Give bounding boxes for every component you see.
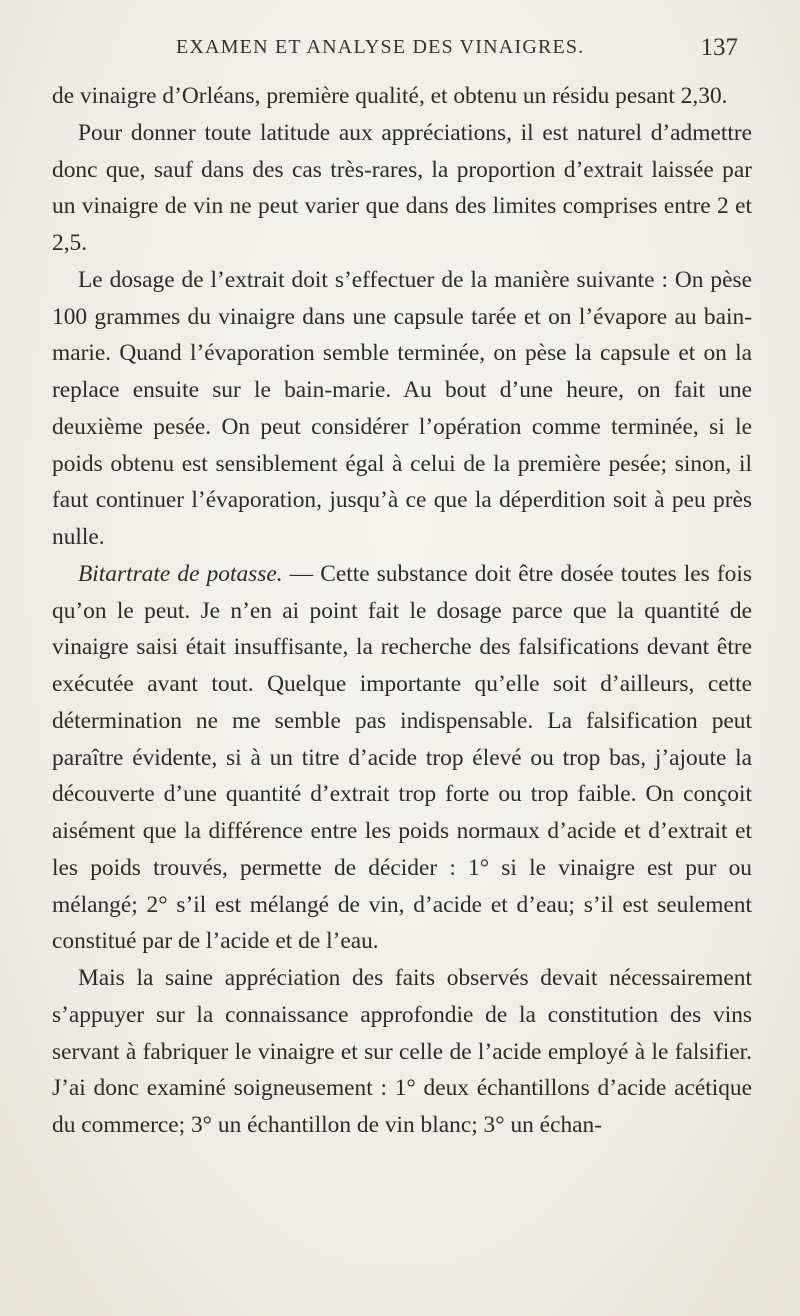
section-lead-italic: Bitartrate de potasse. [78,560,283,587]
paragraph-text: Mais la saine appréciation des faits observés devait nécessairement s’appuyer sur la connaissance approfondie de la constitution des vins servant à fabriquer le vinaigre et sur celle de l’acide employé à le falsifier. J’ai donc examiné soigneusement : 1° deux échantillons d’acide acétique du commerce; 3° un échantillon de vin blanc; 3° un échan- [52,965,752,1138]
paragraph-extract-proportion [52,115,752,262]
paragraph-text: Le dosage de l’extrait doit s’effectuer de la manière suivante : On pèse 100 grammes du vinaigre dans une capsule tarée et on l’évapore au bain-marie. Quand l’évaporation semble terminée, on pèse la capsule et on la replace ensuite sur le bain-marie. Au bout d’une heure, on fait une deuxième pesée. On peut considérer l’opération comme terminée, si le poids obtenu est sensiblement égal à celui de la première pesée; sinon, il faut continuer l’évaporation, jusqu’à ce que la déperdition soit à peu près nulle. [52,266,752,550]
paragraph-text: Pour donner toute latitude aux appréciations, il est naturel d’admettre donc que, sauf dans des cas très-rares, la proportion d’extrait laissée par un vinaigre de vin ne peut varier que dans des limites comprises entre 2 et 2,5. [52,119,752,256]
running-title: EXAMEN ET ANALYSE DES VINAIGRES. [176,36,585,58]
body-text [52,78,752,1144]
paragraph-text: — Cette substance doit être dosée toutes les fois qu’on le peut. Je n’en ai point fait le dosage parce que la quantité de vinaigre saisi était insuffisante, la recherche des falsifications devant être exécutée avant tout. Quelque importante qu’elle soit d’ailleurs, cette détermination ne me semble pas indispensable. La falsification peut paraître évidente, si à un titre d’acide trop élevé ou trop bas, j’ajoute la découverte d’une quantité d’extrait trop forte ou trop faible. On conçoit aisément que la différence entre les poids normaux d’acide et d’extrait et les poids trouvés, permette de décider : 1° si le vinaigre est pur ou mélangé; 2° s’il est mélangé de vin, d’acide et d’eau; s’il est seulement constitué par de l’acide et de l’eau. [52,560,752,955]
page-header [0,36,800,76]
page-number: 137 [700,34,738,61]
paragraph-text: de vinaigre d’Orléans, première qualité, et obtenu un résidu pesant 2,30. [52,83,728,109]
paragraph-bitartrate [52,556,752,960]
paragraph-appreciation [52,960,752,1144]
paragraph-extract-dosage [52,262,752,556]
paragraph-continuation [52,78,752,115]
